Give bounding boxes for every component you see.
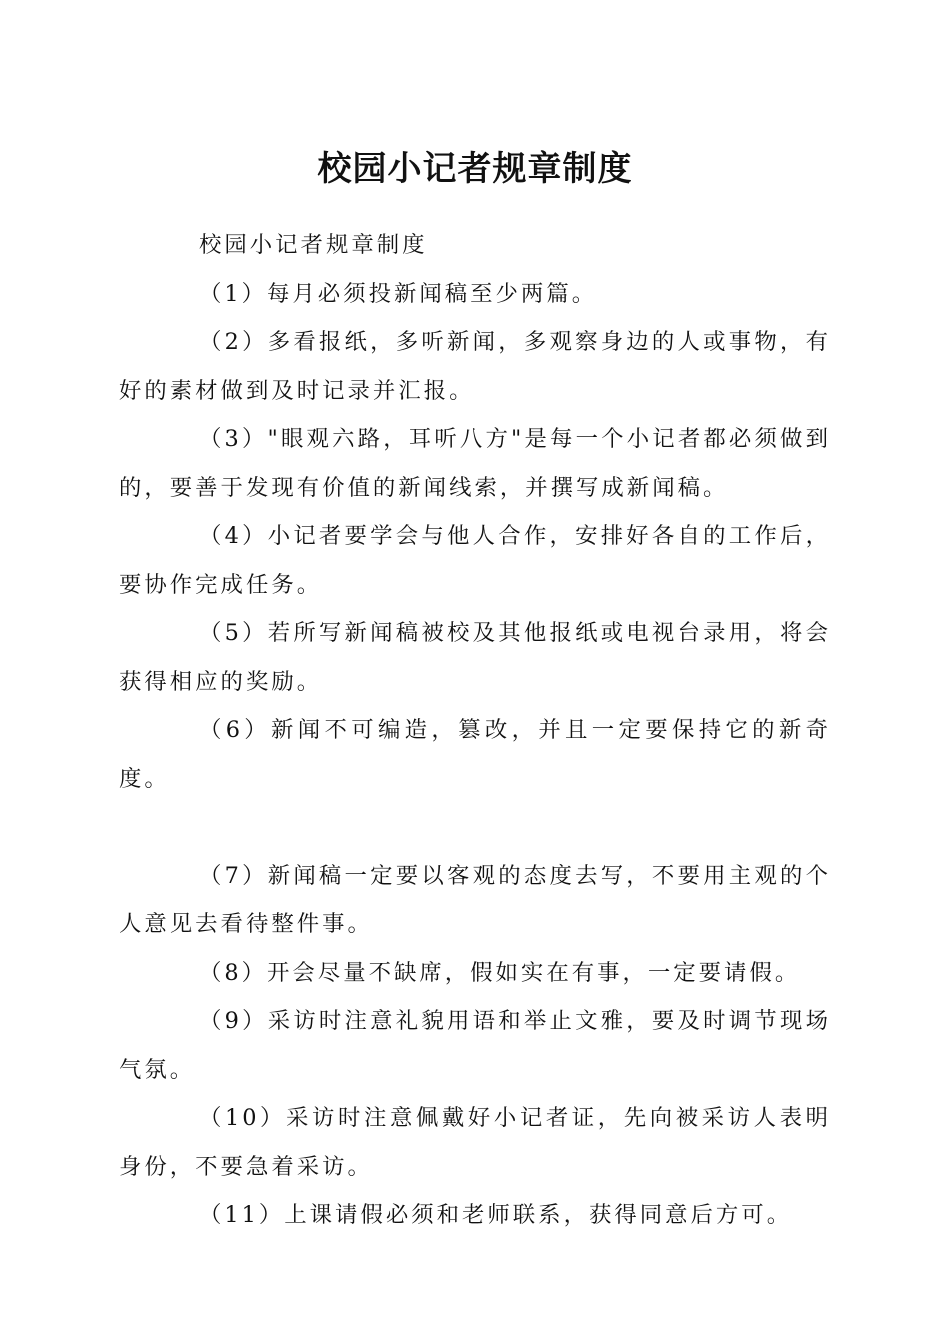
rule-6: （6）新闻不可编造，篡改，并且一定要保持它的新奇度。 [119,717,831,792]
intro-heading: 校园小记者规章制度 [199,232,428,258]
rule-3: （3）"眼观六路，耳听八方"是每一个小记者都必须做到的，要善于发现有价值的新闻线索，并撰写成新闻稿。 [119,426,831,501]
rule-2: （2）多看报纸，多听新闻，多观察身边的人或事物，有好的素材做到及时记录并汇报。 [119,329,831,404]
rule-1: （1）每月必须投新闻稿至少两篇。 [199,280,598,307]
rule-5: （5）若所写新闻稿被校及其他报纸或电视台录用，将会获得相应的奖励。 [119,620,831,695]
rule-7: （7）新闻稿一定要以客观的态度去写，不要用主观的个人意见去看待整件事。 [119,862,831,937]
blank-line [119,803,831,852]
rule-9: （9）采访时注意礼貌用语和举止文雅，要及时调节现场气氛。 [119,1008,831,1083]
document-title: 校园小记者规章制度 [317,149,633,189]
document-body [119,221,831,1240]
rule-8: （8）开会尽量不缺席，假如实在有事，一定要请假。 [199,959,801,986]
rule-4: （4）小记者要学会与他人合作，安排好各自的工作后，要协作完成任务。 [119,523,831,598]
rule-11: （11）上课请假必须和老师联系，获得同意后方可。 [199,1202,793,1228]
rule-10: （10）采访时注意佩戴好小记者证，先向被采访人表明身份，不要急着采访。 [119,1105,831,1180]
